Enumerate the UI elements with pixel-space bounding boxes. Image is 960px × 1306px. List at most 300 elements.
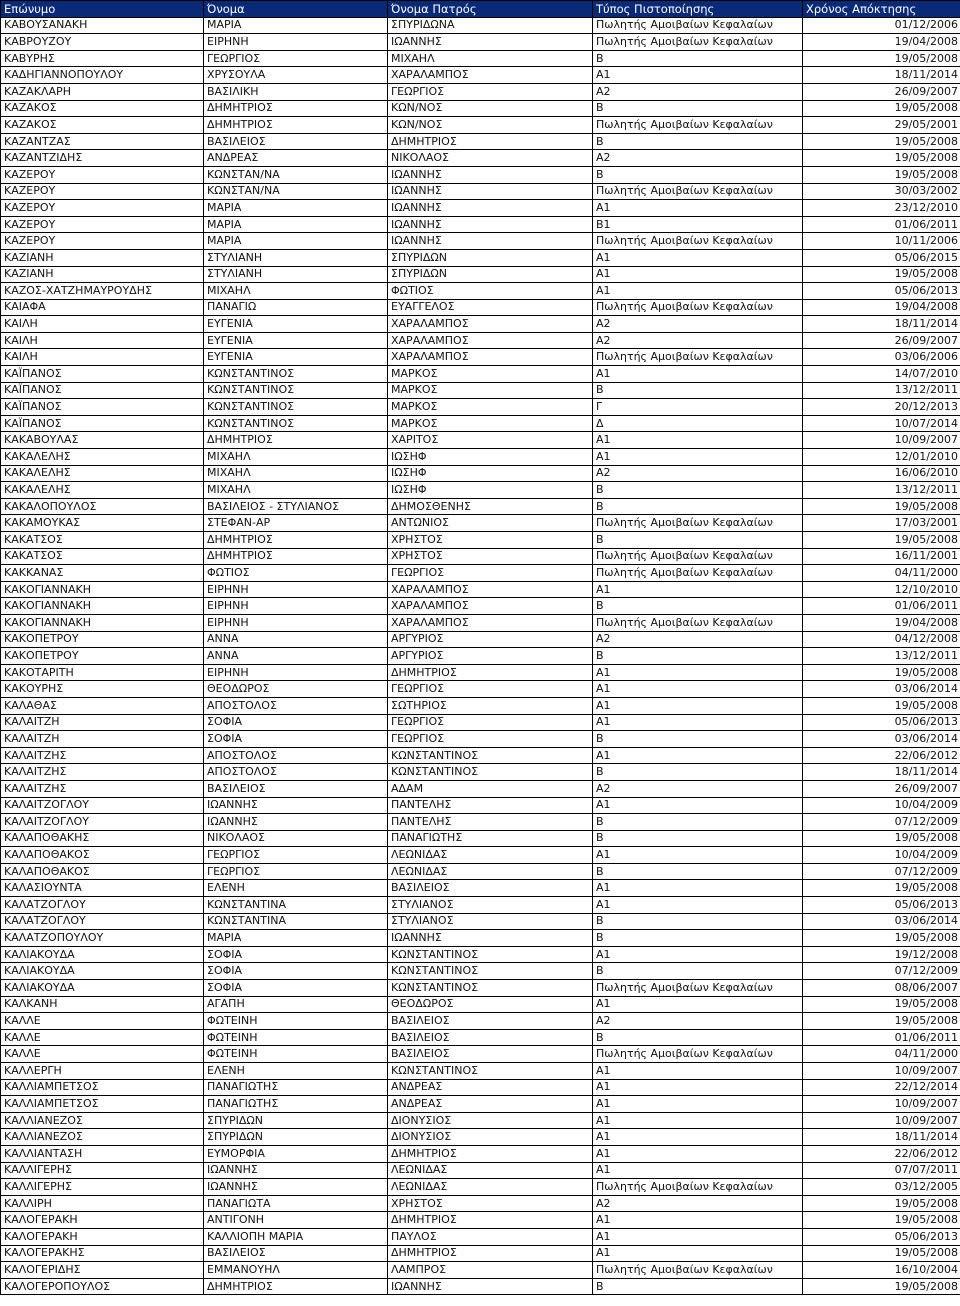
table-row — [1, 532, 960, 549]
table-row — [1, 731, 960, 748]
cell-surname: ΚΑΛΙΑΚΟΥΔΑ — [1, 946, 204, 963]
cell-father-name: ΣΩΤΗΡΙΟΣ — [388, 697, 593, 714]
cell-surname: ΚΑΛΑΘΑΣ — [1, 697, 204, 714]
cell-acquisition-date: 03/06/2006 — [803, 349, 960, 366]
cell-first-name: ΕΥΓΕΝΙΑ — [204, 316, 388, 333]
cell-certification-type: Β — [593, 166, 803, 183]
cell-father-name: ΛΑΜΠΡΟΣ — [388, 1262, 593, 1279]
cell-acquisition-date: 10/09/2007 — [803, 432, 960, 449]
cell-father-name: ΔΗΜΗΤΡΙΟΣ — [388, 664, 593, 681]
cell-first-name: ΑΠΟΣΤΟΛΟΣ — [204, 697, 388, 714]
table-row — [1, 1145, 960, 1162]
cell-first-name: ΑΓΑΠΗ — [204, 996, 388, 1013]
table-row — [1, 614, 960, 631]
cell-acquisition-date: 18/11/2014 — [803, 764, 960, 781]
cell-first-name: ΠΑΝΑΓΙΩΤΗΣ — [204, 1096, 388, 1113]
cell-surname: ΚΑΚΑΤΣΟΣ — [1, 532, 204, 549]
cell-father-name: ΛΕΩΝΙΔΑΣ — [388, 863, 593, 880]
table-header — [1, 1, 960, 18]
cell-certification-type: Α1 — [593, 664, 803, 681]
table-row — [1, 946, 960, 963]
cell-surname: ΚΑΖΑΝΤΖΙΔΗΣ — [1, 150, 204, 167]
table-row — [1, 17, 960, 34]
cell-certification-type: Α1 — [593, 449, 803, 466]
cell-surname: ΚΑΛΑΠΟΘΑΚΗΣ — [1, 830, 204, 847]
table-row — [1, 880, 960, 897]
cell-father-name: ΣΤΥΛΙΑΝΟΣ — [388, 897, 593, 914]
table-row — [1, 780, 960, 797]
cell-certification-type: Α1 — [593, 366, 803, 383]
cell-acquisition-date: 19/05/2008 — [803, 266, 960, 283]
table-row — [1, 399, 960, 416]
cell-first-name: ΒΑΣΙΛΙΚΗ — [204, 83, 388, 100]
cell-acquisition-date: 04/11/2000 — [803, 1046, 960, 1063]
cell-surname: ΚΑΛΑΙΤΖΗ — [1, 714, 204, 731]
cell-first-name: ΦΩΤΕΙΝΗ — [204, 1013, 388, 1030]
cell-father-name: ΚΩΝ/ΝΟΣ — [388, 117, 593, 134]
cell-surname: ΚΑΖΑΝΤΖΑΣ — [1, 133, 204, 150]
cell-certification-type: Β — [593, 731, 803, 748]
cell-surname: ΚΑΒΡΟΥΖΟΥ — [1, 34, 204, 51]
cell-surname: ΚΑΛΛΕΡΓΗ — [1, 1063, 204, 1080]
cell-surname: ΚΑΛΟΓΕΡΙΔΗΣ — [1, 1262, 204, 1279]
cell-surname: ΚΑΪΠΑΝΟΣ — [1, 415, 204, 432]
cell-certification-type: Β — [593, 963, 803, 980]
cell-acquisition-date: 19/05/2008 — [803, 50, 960, 67]
cell-acquisition-date: 14/07/2010 — [803, 366, 960, 383]
cell-certification-type: Πωλητής Αμοιβαίων Κεφαλαίων — [593, 299, 803, 316]
cell-acquisition-date: 19/05/2008 — [803, 133, 960, 150]
table-row — [1, 316, 960, 333]
cell-father-name: ΔΙΟΝΥΣΙΟΣ — [388, 1112, 593, 1129]
cell-certification-type: Β — [593, 1278, 803, 1295]
cell-surname: ΚΑΛΙΑΚΟΥΔΑ — [1, 963, 204, 980]
cell-father-name: ΔΙΟΝΥΣΙΟΣ — [388, 1129, 593, 1146]
cell-father-name: ΔΗΜΗΤΡΙΟΣ — [388, 1145, 593, 1162]
cell-first-name: ΦΩΤΕΙΝΗ — [204, 1029, 388, 1046]
cell-acquisition-date: 19/05/2008 — [803, 100, 960, 117]
cell-surname: ΚΑΖΟΣ-ΧΑΤΖΗΜΑΥΡΟΥΔΗΣ — [1, 283, 204, 300]
cell-surname: ΚΑΛΛΕ — [1, 1046, 204, 1063]
table-row — [1, 482, 960, 499]
cell-certification-type: Γ — [593, 399, 803, 416]
cell-father-name: ΛΕΩΝΙΔΑΣ — [388, 847, 593, 864]
cell-surname: ΚΑΚΟΓΙΑΝΝΑΚΗ — [1, 581, 204, 598]
table-row — [1, 814, 960, 831]
table-row — [1, 847, 960, 864]
cell-first-name: ΙΩΑΝΝΗΣ — [204, 1162, 388, 1179]
cell-acquisition-date: 16/10/2004 — [803, 1262, 960, 1279]
cell-surname: ΚΑΛΑΤΖΟΠΟΥΛΟΥ — [1, 930, 204, 947]
cell-certification-type: Πωλητής Αμοιβαίων Κεφαλαίων — [593, 1046, 803, 1063]
cell-acquisition-date: 01/12/2006 — [803, 17, 960, 34]
cell-father-name: ΒΑΣΙΛΕΙΟΣ — [388, 1029, 593, 1046]
cell-father-name: ΧΑΡΑΛΑΜΠΟΣ — [388, 598, 593, 615]
cell-father-name: ΧΑΡΑΛΑΜΠΟΣ — [388, 614, 593, 631]
table-row — [1, 648, 960, 665]
cell-certification-type: Α1 — [593, 432, 803, 449]
table-row — [1, 449, 960, 466]
cell-first-name: ΣΤΥΛΙΑΝΗ — [204, 249, 388, 266]
cell-surname: ΚΑΚΟΥΡΗΣ — [1, 681, 204, 698]
table-row — [1, 299, 960, 316]
cell-father-name: ΓΕΩΡΓΙΟΣ — [388, 83, 593, 100]
cell-first-name: ΒΑΣΙΛΕΙΟΣ — [204, 780, 388, 797]
cell-first-name: ΣΤΥΛΙΑΝΗ — [204, 266, 388, 283]
cell-father-name: ΑΡΓΥΡΙΟΣ — [388, 631, 593, 648]
cell-certification-type: Α1 — [593, 67, 803, 84]
table-row — [1, 1228, 960, 1245]
cell-father-name: ΚΩΝΣΤΑΝΤΙΝΟΣ — [388, 1063, 593, 1080]
cell-certification-type: Β — [593, 498, 803, 515]
table-row — [1, 216, 960, 233]
cell-father-name: ΙΩΑΝΝΗΣ — [388, 216, 593, 233]
cell-surname: ΚΑΛΑΙΤΖΗ — [1, 731, 204, 748]
cell-certification-type: Β — [593, 814, 803, 831]
cell-father-name: ΙΩΑΝΝΗΣ — [388, 1278, 593, 1295]
table-row — [1, 681, 960, 698]
cell-acquisition-date: 13/12/2011 — [803, 648, 960, 665]
cell-first-name: ΓΕΩΡΓΙΟΣ — [204, 863, 388, 880]
cell-surname: ΚΑΛΛΙΑΝΕΖΟΣ — [1, 1112, 204, 1129]
cell-surname: ΚΑΛΛΙΑΜΠΕΤΣΟΣ — [1, 1079, 204, 1096]
cell-acquisition-date: 01/06/2011 — [803, 1029, 960, 1046]
cell-certification-type: Α1 — [593, 1245, 803, 1262]
table-row — [1, 366, 960, 383]
cell-acquisition-date: 10/04/2009 — [803, 847, 960, 864]
cell-certification-type: Α1 — [593, 996, 803, 1013]
cell-father-name: ΚΩΝΣΤΑΝΤΙΝΟΣ — [388, 980, 593, 997]
cell-certification-type: Α1 — [593, 581, 803, 598]
cell-acquisition-date: 13/12/2011 — [803, 482, 960, 499]
cell-acquisition-date: 10/09/2007 — [803, 1112, 960, 1129]
cell-father-name: ΙΩΑΝΝΗΣ — [388, 166, 593, 183]
cell-acquisition-date: 03/06/2014 — [803, 731, 960, 748]
cell-surname: ΚΑΛΟΓΕΡΟΠΟΥΛΟΣ — [1, 1278, 204, 1295]
cell-acquisition-date: 03/06/2014 — [803, 913, 960, 930]
table-row — [1, 548, 960, 565]
cell-first-name: ΚΩΝΣΤΑΝΤΙΝΟΣ — [204, 382, 388, 399]
cell-first-name: ΝΙΚΟΛΑΟΣ — [204, 830, 388, 847]
cell-surname: ΚΑΛΛΕ — [1, 1029, 204, 1046]
cell-certification-type: Α1 — [593, 249, 803, 266]
table-row — [1, 631, 960, 648]
cell-first-name: ΣΟΦΙΑ — [204, 980, 388, 997]
cell-acquisition-date: 19/05/2008 — [803, 166, 960, 183]
cell-acquisition-date: 12/10/2010 — [803, 581, 960, 598]
cell-certification-type: Β — [593, 764, 803, 781]
cell-surname: ΚΑΛΑΙΤΖΗΣ — [1, 780, 204, 797]
table-row — [1, 1046, 960, 1063]
table-row — [1, 1063, 960, 1080]
cell-acquisition-date: 16/06/2010 — [803, 465, 960, 482]
cell-surname: ΚΑΖΕΡΟΥ — [1, 200, 204, 217]
cell-surname: ΚΑΛΑΣΙΟΥΝΤΑ — [1, 880, 204, 897]
cell-certification-type: Α1 — [593, 1145, 803, 1162]
cell-first-name: ΜΑΡΙΑ — [204, 930, 388, 947]
cell-acquisition-date: 19/05/2008 — [803, 996, 960, 1013]
cell-father-name: ΒΑΣΙΛΕΙΟΣ — [388, 1013, 593, 1030]
cell-certification-type: Πωλητής Αμοιβαίων Κεφαλαίων — [593, 614, 803, 631]
cell-surname: ΚΑΛΙΑΚΟΥΔΑ — [1, 980, 204, 997]
cell-surname: ΚΑΖΕΡΟΥ — [1, 216, 204, 233]
cell-father-name: ΒΑΣΙΛΕΙΟΣ — [388, 880, 593, 897]
cell-father-name: ΧΡΗΣΤΟΣ — [388, 548, 593, 565]
cell-father-name: ΚΩΝΣΤΑΝΤΙΝΟΣ — [388, 764, 593, 781]
cell-acquisition-date: 16/11/2001 — [803, 548, 960, 565]
cell-first-name: ΒΑΣΙΛΕΙΟΣ — [204, 1245, 388, 1262]
cell-first-name: ΕΥΜΟΡΦΙΑ — [204, 1145, 388, 1162]
cell-first-name: ΣΤΕΦΑΝ-ΑΡ — [204, 515, 388, 532]
cell-father-name: ΣΠΥΡΙΔΩΝΑ — [388, 17, 593, 34]
cell-first-name: ΔΗΜΗΤΡΙΟΣ — [204, 548, 388, 565]
header-surname: Επώνυμο — [1, 1, 204, 18]
cell-certification-type: Β — [593, 382, 803, 399]
cell-certification-type: Β — [593, 648, 803, 665]
cell-acquisition-date: 19/05/2008 — [803, 1278, 960, 1295]
table-row — [1, 996, 960, 1013]
cell-surname: ΚΑΛΛΕ — [1, 1013, 204, 1030]
cell-acquisition-date: 04/12/2008 — [803, 631, 960, 648]
cell-first-name: ΠΑΝΑΓΙΩΤΗΣ — [204, 1079, 388, 1096]
cell-acquisition-date: 18/11/2014 — [803, 67, 960, 84]
cell-father-name: ΔΗΜΗΤΡΙΟΣ — [388, 1212, 593, 1229]
cell-certification-type: Α1 — [593, 1228, 803, 1245]
cell-certification-type: Πωλητής Αμοιβαίων Κεφαλαίων — [593, 233, 803, 250]
cell-first-name: ΑΝΝΑ — [204, 648, 388, 665]
table-row — [1, 332, 960, 349]
cell-surname: ΚΑΪΠΑΝΟΣ — [1, 399, 204, 416]
table-row — [1, 714, 960, 731]
cell-father-name: ΠΑΝΤΕΛΗΣ — [388, 814, 593, 831]
table-row — [1, 913, 960, 930]
cell-first-name: ΜΙΧΑΗΛ — [204, 283, 388, 300]
cell-father-name: ΣΤΥΛΙΑΝΟΣ — [388, 913, 593, 930]
cell-father-name: ΔΗΜΟΣΘΕΝΗΣ — [388, 498, 593, 515]
cell-father-name: ΠΑΝΤΕΛΗΣ — [388, 797, 593, 814]
cell-surname: ΚΑΚΑΤΣΟΣ — [1, 548, 204, 565]
cell-certification-type: Β — [593, 930, 803, 947]
cell-first-name: ΜΑΡΙΑ — [204, 216, 388, 233]
table-row — [1, 1245, 960, 1262]
cell-father-name: ΙΩΑΝΝΗΣ — [388, 930, 593, 947]
cell-first-name: ΓΕΩΡΓΙΟΣ — [204, 847, 388, 864]
cell-certification-type: Α1 — [593, 880, 803, 897]
cell-first-name: ΕΙΡΗΝΗ — [204, 664, 388, 681]
cell-father-name: ΠΑΥΛΟΣ — [388, 1228, 593, 1245]
table-row — [1, 1262, 960, 1279]
table-row — [1, 50, 960, 67]
cell-father-name: ΛΕΩΝΙΔΑΣ — [388, 1179, 593, 1196]
cell-first-name: ΚΩΝΣΤΑΝ/ΝΑ — [204, 166, 388, 183]
cell-certification-type: Α2 — [593, 1013, 803, 1030]
cell-surname: ΚΑΚΟΠΕΤΡΟΥ — [1, 631, 204, 648]
cell-certification-type: Β1 — [593, 216, 803, 233]
cell-surname: ΚΑΒΟΥΣΑΝΑΚΗ — [1, 17, 204, 34]
cell-first-name: ΣΟΦΙΑ — [204, 731, 388, 748]
cell-acquisition-date: 19/05/2008 — [803, 532, 960, 549]
cell-certification-type: Α1 — [593, 847, 803, 864]
cell-surname: ΚΑΚΑΛΟΠΟΥΛΟΣ — [1, 498, 204, 515]
cell-acquisition-date: 07/12/2009 — [803, 863, 960, 880]
cell-surname: ΚΑΖΕΡΟΥ — [1, 233, 204, 250]
cell-acquisition-date: 05/06/2013 — [803, 714, 960, 731]
cell-acquisition-date: 22/12/2014 — [803, 1079, 960, 1096]
cell-certification-type: Α1 — [593, 897, 803, 914]
table-row — [1, 498, 960, 515]
cell-father-name: ΙΩΣΗΦ — [388, 482, 593, 499]
cell-certification-type: Β — [593, 50, 803, 67]
table-row — [1, 249, 960, 266]
table-row — [1, 797, 960, 814]
cell-acquisition-date: 17/03/2001 — [803, 515, 960, 532]
header-first-name: Όνομα — [204, 1, 388, 18]
cell-father-name: ΜΑΡΚΟΣ — [388, 366, 593, 383]
table-row — [1, 697, 960, 714]
cell-acquisition-date: 23/12/2010 — [803, 200, 960, 217]
cell-first-name: ΔΗΜΗΤΡΙΟΣ — [204, 117, 388, 134]
cell-first-name: ΘΕΟΔΩΡΟΣ — [204, 681, 388, 698]
cell-certification-type: Πωλητής Αμοιβαίων Κεφαλαίων — [593, 17, 803, 34]
cell-certification-type: Α1 — [593, 681, 803, 698]
cell-certification-type: Πωλητής Αμοιβαίων Κεφαλαίων — [593, 1179, 803, 1196]
cell-certification-type: Α1 — [593, 1212, 803, 1229]
cell-surname: ΚΑΛΚΑΝΗ — [1, 996, 204, 1013]
cell-father-name: ΠΑΝΑΓΙΩΤΗΣ — [388, 830, 593, 847]
cell-surname: ΚΑΛΑΠΟΘΑΚΟΣ — [1, 863, 204, 880]
cell-father-name: ΓΕΩΡΓΙΟΣ — [388, 565, 593, 582]
cell-surname: ΚΑΛΛΙΡΗ — [1, 1195, 204, 1212]
cell-certification-type: Α2 — [593, 465, 803, 482]
cell-acquisition-date: 10/09/2007 — [803, 1063, 960, 1080]
table-row — [1, 150, 960, 167]
cell-surname: ΚΑΛΛΙΑΝΕΖΟΣ — [1, 1129, 204, 1146]
cell-first-name: ΦΩΤΙΟΣ — [204, 565, 388, 582]
cell-surname: ΚΑΛΑΙΤΖΗΣ — [1, 764, 204, 781]
table-row — [1, 565, 960, 582]
table-row — [1, 266, 960, 283]
cell-father-name: ΕΥΑΓΓΕΛΟΣ — [388, 299, 593, 316]
cell-father-name: ΚΩΝΣΤΑΝΤΙΝΟΣ — [388, 946, 593, 963]
cell-first-name: ΣΟΦΙΑ — [204, 946, 388, 963]
cell-surname: ΚΑΚΑΒΟΥΛΑΣ — [1, 432, 204, 449]
cell-surname: ΚΑΛΑΙΤΖΟΓΛΟΥ — [1, 814, 204, 831]
cell-first-name: ΚΩΝΣΤΑΝΤΙΝΟΣ — [204, 399, 388, 416]
cell-certification-type: Πωλητής Αμοιβαίων Κεφαλαίων — [593, 349, 803, 366]
cell-first-name: ΜΑΡΙΑ — [204, 200, 388, 217]
cell-surname: ΚΑΛΛΙΑΜΠΕΤΣΟΣ — [1, 1096, 204, 1113]
cell-father-name: ΓΕΩΡΓΙΟΣ — [388, 731, 593, 748]
cell-certification-type: Α1 — [593, 266, 803, 283]
cell-father-name: ΚΩΝ/ΝΟΣ — [388, 100, 593, 117]
cell-acquisition-date: 08/06/2007 — [803, 980, 960, 997]
cell-certification-type: Α1 — [593, 697, 803, 714]
cell-surname: ΚΑΒΥΡΗΣ — [1, 50, 204, 67]
cell-certification-type: Α1 — [593, 1079, 803, 1096]
table-row — [1, 830, 960, 847]
header-father-name: Όνομα Πατρός — [388, 1, 593, 18]
cell-acquisition-date: 01/06/2011 — [803, 216, 960, 233]
cell-acquisition-date: 26/09/2007 — [803, 332, 960, 349]
table-row — [1, 100, 960, 117]
cell-acquisition-date: 19/05/2008 — [803, 1212, 960, 1229]
cell-certification-type: Α1 — [593, 1063, 803, 1080]
table-row — [1, 897, 960, 914]
cell-father-name: ΣΠΥΡΙΔΩΝ — [388, 266, 593, 283]
cell-acquisition-date: 05/06/2013 — [803, 283, 960, 300]
cell-father-name: ΒΑΣΙΛΕΙΟΣ — [388, 1046, 593, 1063]
cell-surname: ΚΑΛΑΤΖΟΓΛΟΥ — [1, 897, 204, 914]
cell-acquisition-date: 19/04/2008 — [803, 34, 960, 51]
cell-certification-type: Β — [593, 482, 803, 499]
cell-acquisition-date: 19/05/2008 — [803, 664, 960, 681]
table-row — [1, 863, 960, 880]
cell-first-name: ΕΥΓΕΝΙΑ — [204, 349, 388, 366]
cell-surname: ΚΑΖΑΚΟΣ — [1, 100, 204, 117]
cell-father-name: ΧΑΡΑΛΑΜΠΟΣ — [388, 332, 593, 349]
cell-certification-type: Πωλητής Αμοιβαίων Κεφαλαίων — [593, 1262, 803, 1279]
cell-certification-type: Β — [593, 863, 803, 880]
cell-surname: ΚΑΚΟΓΙΑΝΝΑΚΗ — [1, 598, 204, 615]
cell-first-name: ΕΙΡΗΝΗ — [204, 614, 388, 631]
cell-surname: ΚΑΖΑΚΟΣ — [1, 117, 204, 134]
table-row — [1, 1079, 960, 1096]
cell-surname: ΚΑΛΑΙΤΖΗΣ — [1, 747, 204, 764]
header-certification-type: Τύπος Πιστοποίησης — [593, 1, 803, 18]
cell-surname: ΚΑΙΛΗ — [1, 316, 204, 333]
cell-acquisition-date: 13/12/2011 — [803, 382, 960, 399]
cell-father-name: ΝΙΚΟΛΑΟΣ — [388, 150, 593, 167]
table-body — [1, 17, 960, 1295]
cell-acquisition-date: 04/11/2000 — [803, 565, 960, 582]
cell-father-name: ΧΑΡΙΤΟΣ — [388, 432, 593, 449]
cell-acquisition-date: 19/05/2008 — [803, 1013, 960, 1030]
cell-first-name: ΦΩΤΕΙΝΗ — [204, 1046, 388, 1063]
cell-surname: ΚΑΚΚΑΝΑΣ — [1, 565, 204, 582]
cell-certification-type: Πωλητής Αμοιβαίων Κεφαλαίων — [593, 515, 803, 532]
cell-first-name: ΔΗΜΗΤΡΙΟΣ — [204, 100, 388, 117]
cell-certification-type: Πωλητής Αμοιβαίων Κεφαλαίων — [593, 183, 803, 200]
cell-first-name: ΚΩΝΣΤΑΝΤΙΝΟΣ — [204, 366, 388, 383]
table-row — [1, 1029, 960, 1046]
table-row — [1, 183, 960, 200]
cell-acquisition-date: 10/04/2009 — [803, 797, 960, 814]
cell-first-name: ΕΙΡΗΝΗ — [204, 598, 388, 615]
cell-surname: ΚΑΖΑΚΛΑΡΗ — [1, 83, 204, 100]
cell-surname: ΚΑΛΑΙΤΖΟΓΛΟΥ — [1, 797, 204, 814]
cell-surname: ΚΑΚΑΛΕΛΗΣ — [1, 482, 204, 499]
table-row — [1, 83, 960, 100]
cell-surname: ΚΑΚΟΤΑΡΙΤΗ — [1, 664, 204, 681]
cell-father-name: ΓΕΩΡΓΙΟΣ — [388, 714, 593, 731]
cell-acquisition-date: 19/12/2008 — [803, 946, 960, 963]
table-row — [1, 747, 960, 764]
cell-father-name: ΜΑΡΚΟΣ — [388, 399, 593, 416]
cell-first-name: ΕΜΜΑΝΟΥΗΛ — [204, 1262, 388, 1279]
cell-acquisition-date: 19/05/2008 — [803, 498, 960, 515]
cell-certification-type: Α1 — [593, 1129, 803, 1146]
table-row — [1, 930, 960, 947]
table-row — [1, 283, 960, 300]
cell-acquisition-date: 03/06/2014 — [803, 681, 960, 698]
table-row — [1, 581, 960, 598]
table-row — [1, 465, 960, 482]
cell-first-name: ΕΛΕΝΗ — [204, 880, 388, 897]
cell-acquisition-date: 18/11/2014 — [803, 1129, 960, 1146]
table-row — [1, 1212, 960, 1229]
cell-surname: ΚΑΛΛΙΑΝΤΑΣΗ — [1, 1145, 204, 1162]
cell-acquisition-date: 12/01/2010 — [803, 449, 960, 466]
